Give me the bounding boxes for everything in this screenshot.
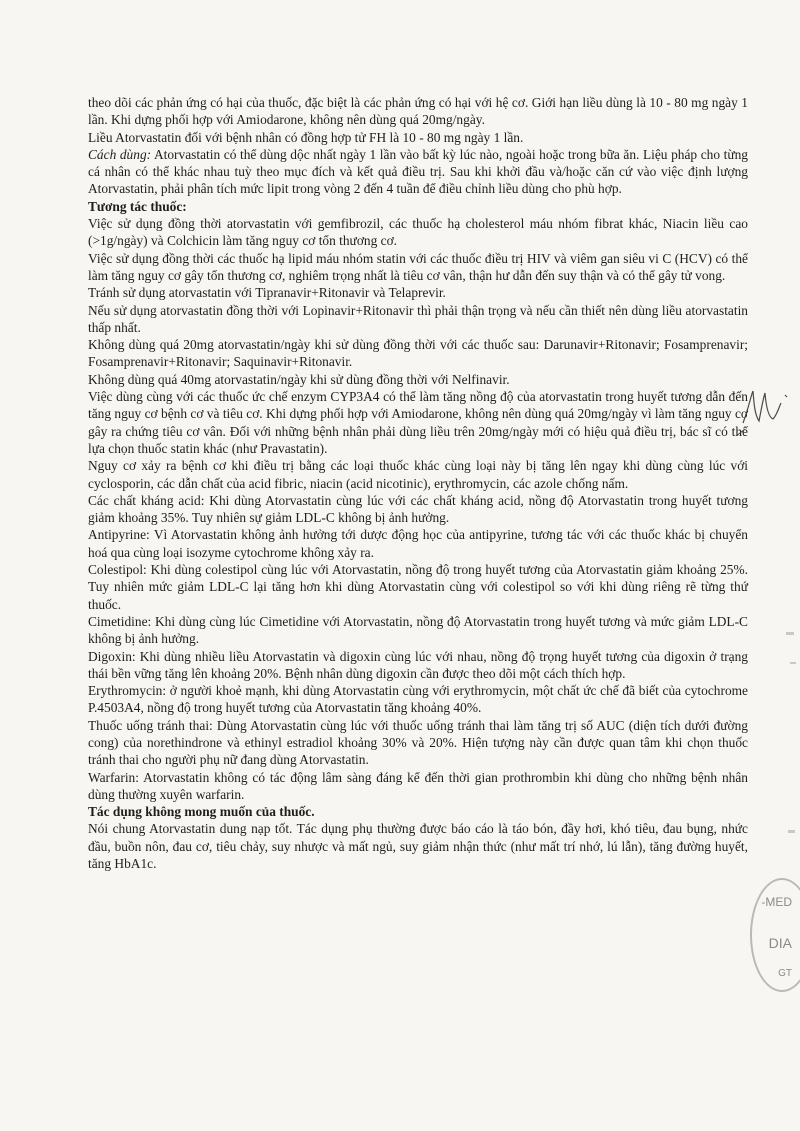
section-heading: Tác dụng không mong muốn của thuốc. — [88, 804, 315, 820]
paragraph-text: Atorvastatin có thể dùng dộc nhất ngày 1 lần vào bất kỳ lúc nào, ngoài hoặc trong bữa ăn. Liệu pháp cho từng cá nhân có thể khác nhau tuỳ theo mục đích và kết quả điều trị. Sau khi khởi đầu và/hoặc căn cứ vào việc định lượng Atorvastatin, phải phân tích mức lipit trong vòng 2 đến 4 tuần để điều chỉnh liều dùng cho phù hợp. — [88, 146, 748, 197]
paragraph: Nói chung Atorvastatin dung nạp tốt. Tác dụng phụ thường được báo cáo là táo bón, đầy hơi, khó tiêu, đau bụng, nhức đầu, buồn nôn, đau cơ, tiêu chảy, suy nhược và mất ngủ, suy giảm nhận thức (như mất trí nhớ, lú lẫn), tăng đường huyết, tăng HbA1c. — [88, 821, 748, 872]
stamp-text-2: DIA — [768, 935, 792, 951]
paragraph: Colestipol: Khi dùng colestipol cùng lúc với Atorvastatin, nồng độ trong huyết tương của Atorvastatin giảm khoảng 25%. Tuy nhiên mức giảm LDL-C lại tăng hơn khi dùng Atorvastatin cùng với colestipol so với khi dùng riêng rẽ từng thứ thuốc. — [88, 562, 748, 612]
italic-lead: Cách dùng: — [88, 146, 152, 162]
paragraph: Việc dùng cùng với các thuốc ức chế enzym CYP3A4 có thể làm tăng nồng độ của atorvastatin trong huyết tương dẫn đến tăng nguy cơ bệnh cơ và tiêu cơ. Khi dựng phối hợp với Amiodarone, không nên dùng quá 20mg/ngày vì làm tăng nguy cơ gây ra chứng tiêu cơ vân. Đối với những bệnh nhân phải dùng liều trên 20mg/ngày mới có hiệu quả điều trị, bác sĩ có thể lựa chọn thuốc statin khác (như Pravastatin). — [88, 389, 748, 456]
document-body — [88, 94, 748, 872]
paragraph: Nếu sử dụng atorvastatin đồng thời với Lopinavir+Ritonavir thì phải thận trọng và nếu cần thiết nên dùng liều atorvastatin thấp nhất. — [88, 302, 748, 335]
paragraph: theo dõi các phản ứng có hại của thuốc, đặc biệt là các phản ứng có hại với hệ cơ. Giới hạn liều dùng là 10 - 80 mg ngày 1 lần. Khi dựng phối hợp với Amiodarone, không nên dùng quá 20mg/ngày. — [88, 95, 748, 128]
paragraph — [88, 146, 748, 198]
paragraph: Digoxin: Khi dùng nhiều liều Atorvastatin và digoxin cùng lúc với nhau, nồng độ trọng huyết tương của digoxin ở trạng thái bền vững tăng lên khoảng 20%. Bệnh nhân dùng digoxin cần được theo dõi một cách thích hợp. — [88, 648, 748, 681]
paragraph: Thuốc uống tránh thai: Dùng Atorvastatin cùng lúc với thuốc uống tránh thai làm tăng trị số AUC (diện tích dưới đường cong) của norethindrone và ethinyl estradiol khoảng 30% và 20%. Hiện tượng này cần được quan tâm khi chọn thuốc tránh thai cho người phụ nữ đang dùng Atorvastatin. — [88, 717, 748, 768]
paragraph: Cimetidine: Khi dùng cùng lúc Cimetidine với Atorvastatin, nồng độ Atorvastatin trong huyết tương và mức giảm LDL-C không bị ảnh hưởng. — [88, 613, 748, 647]
paragraph: Nguy cơ xảy ra bệnh cơ khi điều trị bằng các loại thuốc khác cùng loại này bị tăng lên ngay khi dùng cùng lúc với cyclosporin, các dẫn chất của acid fibric, niacin (acid nicotinic), erythromycin, các azole chống nấm. — [88, 458, 748, 491]
section-heading: Tương tác thuốc: — [88, 198, 187, 214]
paragraph: Không dùng quá 40mg atorvastatin/ngày khi sử dùng đồng thời với Nelfinavir. — [88, 371, 510, 387]
paragraph: Tránh sử dụng atorvastatin với Tipranavir+Ritonavir và Telaprevir. — [88, 285, 446, 301]
paragraph: Việc sử dụng đồng thời atorvastatin với gemfibrozil, các thuốc hạ cholesterol máu nhóm fibrat khác, Niacin liều cao (>1g/ngày) và Colchicin làm tăng nguy cơ tổn thương cơ. — [88, 216, 748, 249]
stamp-text-1: -MED — [761, 895, 792, 909]
scan-mark — [788, 830, 795, 833]
paragraph: Warfarin: Atorvastatin không có tác động lâm sàng đáng kể đến thời gian prothrombin khi dùng cho những bệnh nhân dùng thường xuyên warfarin. — [88, 769, 748, 802]
handwritten-initials — [735, 385, 795, 435]
paragraph: Antipyrine: Vì Atorvastatin không ảnh hưởng tới dược động học của antipyrine, tương tác với các thuốc khác bị chuyển hoá qua cùng loại isozyme cytochrome không xảy ra. — [88, 527, 748, 560]
paragraph: Liều Atorvastatin đối với bệnh nhân có đồng hợp tử FH là 10 - 80 mg ngày 1 lần. — [88, 129, 524, 145]
paragraph: Việc sử dụng đồng thời các thuốc hạ lipid máu nhóm statin với các thuốc điều trị HIV và viêm gan siêu vi C (HCV) có thể làm tăng nguy cơ gây tổn thương cơ, nghiêm trọng nhất là tiêu cơ vân, thận hư dẫn đến suy thận và có thể gây tử vong. — [88, 250, 748, 283]
scan-mark — [786, 632, 794, 635]
paragraph: Các chất kháng acid: Khi dùng Atorvastatin cùng lúc với các chất kháng acid, nồng độ Atorvastatin trong huyết tương giảm khoảng 35%. Tuy nhiên sự giảm LDL-C không bị ảnh hưởng. — [88, 492, 748, 526]
paragraph: Không dùng quá 20mg atorvastatin/ngày khi sử dùng đồng thời với các thuốc sau: Darunavir+Ritonavir; Fosamprenavir; Fosamprenavir+Ritonavir; Saquinavir+Ritonavir. — [88, 337, 748, 370]
scan-mark — [790, 662, 796, 664]
stamp-text-3: GT — [778, 968, 792, 979]
paragraph: Erythromycin: ở người khoẻ mạnh, khi dùng Atorvastatin cùng với erythromycin, một chất ức chế đã biết của cytochrome P.4503A4, nồng độ trong huyết tương của Atorvastatin tăng khoảng 40%. — [88, 683, 748, 716]
